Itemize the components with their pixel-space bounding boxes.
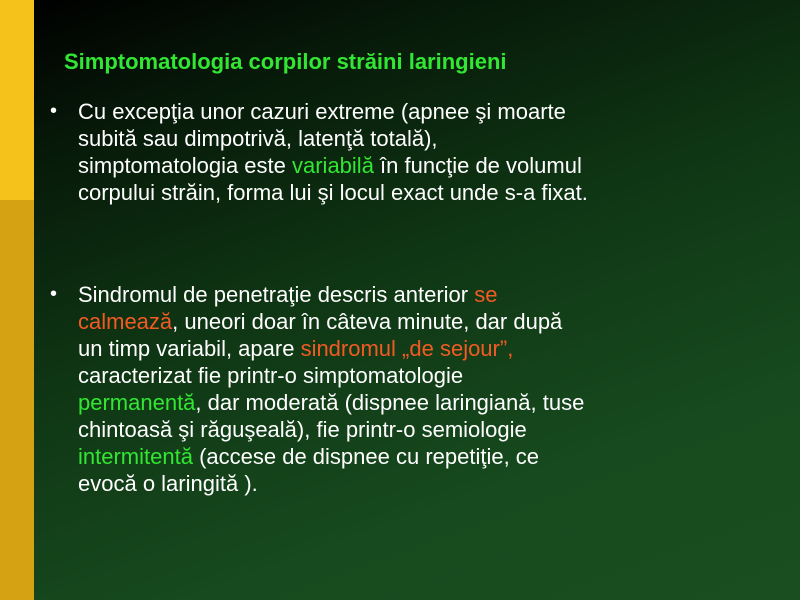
highlight-green: intermitentă (78, 444, 193, 469)
text-run: caracterizat fie printr-o simptomatologie (78, 363, 464, 388)
bullet-line (78, 389, 768, 416)
text-run: (accese de dispnee cu repetiţie, ce (192, 444, 540, 469)
text-run: Sindromul de penetraţie descris anterior (78, 282, 475, 307)
bullet-item-1 (50, 98, 768, 206)
bullet-item-2 (50, 281, 768, 497)
bullet-dot: • (50, 283, 58, 305)
bullet-line (78, 362, 768, 389)
text-run: evocă o laringită ). (78, 471, 258, 496)
bullet-line (78, 335, 768, 362)
text-run: corpului străin, forma lui şi locul exact unde s-a fixat. (78, 180, 588, 205)
bullet-line (78, 470, 768, 497)
bullet-line (78, 308, 768, 335)
text-run: în funcţie de volumul (373, 153, 582, 178)
text-run: , dar moderată (dispnee laringiană, tuse (195, 390, 585, 415)
left-accent-bar-lower (0, 200, 34, 600)
bullet-line (78, 179, 768, 206)
text-run: chintoasă şi răguşeală), fie printr-o semiologie (78, 417, 527, 442)
bullet-line (78, 443, 768, 470)
highlight-green: variabilă (292, 153, 374, 178)
text-run: simptomatologia este (78, 153, 292, 178)
bullet-dot: • (50, 100, 58, 122)
bullet-line (78, 152, 768, 179)
left-accent-bar (0, 0, 34, 200)
text-run: Cu excepţia unor cazuri extreme (apnee şi moarte (78, 99, 566, 124)
bullet-line (78, 281, 768, 308)
text-run: subită sau dimpotrivă, latenţă totală), (78, 126, 438, 151)
bullet-line (78, 125, 768, 152)
slide-title: Simptomatologia corpilor străini laringieni (64, 49, 507, 74)
text-run: , uneori doar în câteva minute, dar după (172, 309, 563, 334)
highlight-orange: se (474, 282, 498, 307)
bullet-line (78, 416, 768, 443)
bullet-line (78, 98, 768, 125)
text-run: un timp variabil, apare (78, 336, 301, 361)
highlight-green: permanentă (78, 390, 196, 415)
highlight-orange: sindromul „de sejour”, (300, 336, 514, 361)
highlight-orange: calmează (78, 309, 173, 334)
